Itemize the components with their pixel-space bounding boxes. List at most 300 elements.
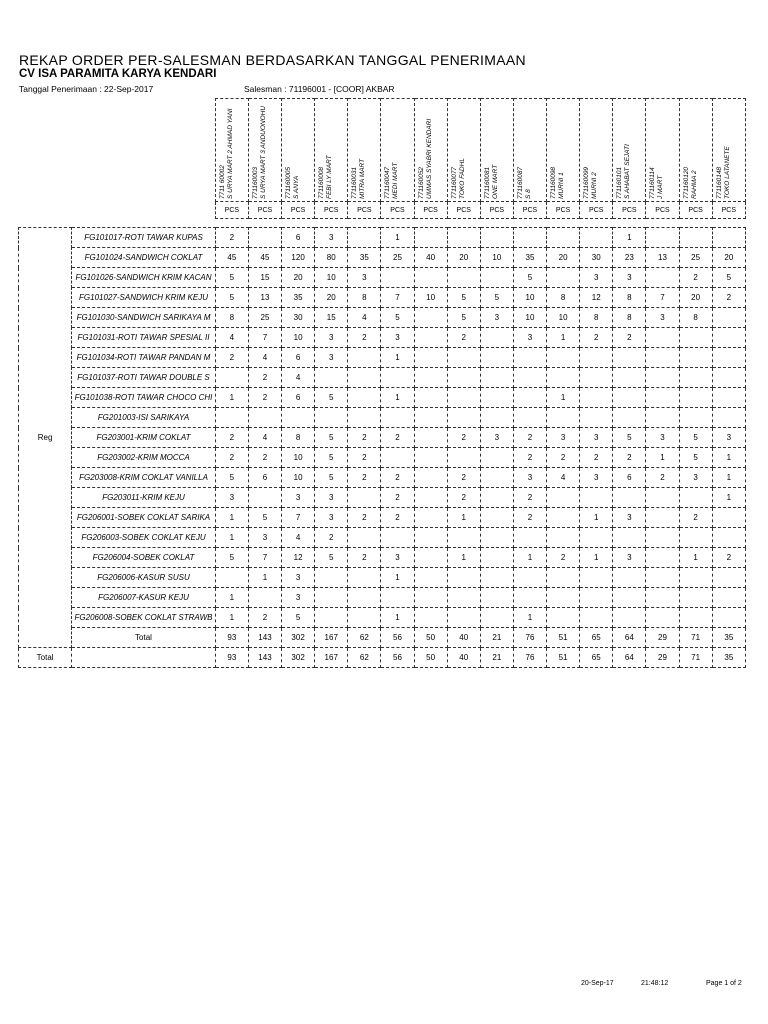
qty-cell: 5 xyxy=(712,268,745,288)
table-row xyxy=(19,468,746,488)
qty-cell xyxy=(580,528,613,548)
grand-total-cell: 71 xyxy=(679,648,712,668)
qty-cell xyxy=(513,388,546,408)
qty-cell xyxy=(712,228,745,248)
qty-cell xyxy=(348,228,381,248)
qty-cell: 3 xyxy=(646,428,679,448)
unit-spacer xyxy=(72,202,216,219)
customer-header-row xyxy=(19,99,746,202)
qty-cell: 35 xyxy=(282,288,315,308)
qty-cell xyxy=(513,568,546,588)
qty-cell xyxy=(679,488,712,508)
qty-cell: 2 xyxy=(513,488,546,508)
qty-cell: 1 xyxy=(215,528,248,548)
grand-total-cell: 64 xyxy=(613,648,646,668)
qty-cell xyxy=(480,408,513,428)
table-row xyxy=(19,268,746,288)
grand-total-cell: 93 xyxy=(215,648,248,668)
qty-cell xyxy=(348,388,381,408)
grand-total-row xyxy=(19,648,746,668)
group-total-cell: 64 xyxy=(613,628,646,648)
customer-header xyxy=(381,99,414,202)
qty-cell xyxy=(414,388,447,408)
unit-cell: PCS xyxy=(414,202,447,219)
qty-cell: 5 xyxy=(679,448,712,468)
qty-cell xyxy=(547,408,580,428)
unit-cell: PCS xyxy=(513,202,546,219)
item-name: FG101030-SANDWICH SARIKAYA M xyxy=(72,308,216,328)
unit-cell: PCS xyxy=(712,202,745,219)
qty-cell: 7 xyxy=(381,288,414,308)
qty-cell xyxy=(613,408,646,428)
gap-cell xyxy=(712,219,745,228)
qty-cell: 2 xyxy=(248,448,281,468)
grand-total-cell: 51 xyxy=(547,648,580,668)
qty-cell: 2 xyxy=(679,508,712,528)
unit-spacer xyxy=(19,202,72,219)
gap-cell xyxy=(315,219,348,228)
qty-cell: 1 xyxy=(513,608,546,628)
customer-header xyxy=(348,99,381,202)
grand-total-cell: 65 xyxy=(580,648,613,668)
customer-label: 771160003 S URYA MART 3 ANDUONOHU xyxy=(251,105,267,199)
qty-cell: 2 xyxy=(248,368,281,388)
qty-cell: 30 xyxy=(580,248,613,268)
qty-cell xyxy=(547,348,580,368)
gap-cell xyxy=(72,219,216,228)
qty-cell xyxy=(480,568,513,588)
qty-cell xyxy=(646,588,679,608)
qty-cell xyxy=(679,408,712,428)
unit-cell: PCS xyxy=(248,202,281,219)
qty-cell xyxy=(248,408,281,428)
qty-cell xyxy=(315,368,348,388)
qty-cell: 5 xyxy=(315,548,348,568)
table-row xyxy=(19,508,746,528)
qty-cell xyxy=(613,388,646,408)
qty-cell: 10 xyxy=(414,288,447,308)
group-total-label: Total xyxy=(72,628,216,648)
table-row xyxy=(19,348,746,368)
gap-cell xyxy=(381,219,414,228)
qty-cell: 5 xyxy=(315,448,348,468)
qty-cell xyxy=(513,408,546,428)
qty-cell: 2 xyxy=(381,468,414,488)
group-label: Reg xyxy=(19,228,72,648)
qty-cell: 15 xyxy=(315,308,348,328)
qty-cell: 35 xyxy=(513,248,546,268)
unit-row xyxy=(19,202,746,219)
qty-cell xyxy=(447,588,480,608)
qty-cell xyxy=(414,528,447,548)
customer-label: 771160081 ONE MART xyxy=(483,164,499,199)
qty-cell xyxy=(480,588,513,608)
unit-cell: PCS xyxy=(547,202,580,219)
qty-cell xyxy=(480,468,513,488)
qty-cell: 3 xyxy=(613,508,646,528)
order-recap-table xyxy=(18,98,746,668)
unit-cell: PCS xyxy=(679,202,712,219)
qty-cell: 80 xyxy=(315,248,348,268)
item-name: FG206003-SOBEK COKLAT KEJU xyxy=(72,528,216,548)
customer-label: 771160087 S 8 xyxy=(516,166,532,199)
qty-cell: 3 xyxy=(480,428,513,448)
qty-cell xyxy=(679,388,712,408)
qty-cell: 10 xyxy=(282,328,315,348)
qty-cell: 8 xyxy=(679,308,712,328)
qty-cell xyxy=(712,368,745,388)
qty-cell: 2 xyxy=(348,328,381,348)
unit-cell: PCS xyxy=(215,202,248,219)
customer-header xyxy=(315,99,348,202)
qty-cell: 2 xyxy=(215,448,248,468)
header-spacer xyxy=(19,99,72,202)
qty-cell xyxy=(679,568,712,588)
qty-cell: 2 xyxy=(215,428,248,448)
qty-cell: 4 xyxy=(348,308,381,328)
qty-cell: 1 xyxy=(381,608,414,628)
qty-cell: 5 xyxy=(381,308,414,328)
qty-cell xyxy=(679,528,712,548)
qty-cell: 3 xyxy=(282,488,315,508)
qty-cell xyxy=(348,348,381,368)
gap-cell xyxy=(248,219,281,228)
qty-cell: 3 xyxy=(215,488,248,508)
qty-cell xyxy=(646,328,679,348)
qty-cell xyxy=(513,228,546,248)
qty-cell xyxy=(447,408,480,428)
qty-cell: 13 xyxy=(248,288,281,308)
qty-cell: 1 xyxy=(513,548,546,568)
qty-cell xyxy=(348,528,381,548)
qty-cell xyxy=(712,508,745,528)
qty-cell: 1 xyxy=(381,388,414,408)
qty-cell: 1 xyxy=(712,488,745,508)
qty-cell: 8 xyxy=(215,308,248,328)
qty-cell xyxy=(580,488,613,508)
qty-cell xyxy=(646,608,679,628)
qty-cell: 5 xyxy=(215,548,248,568)
item-name: FG203011-KRIM KEJU xyxy=(72,488,216,508)
qty-cell xyxy=(480,508,513,528)
qty-cell: 3 xyxy=(315,348,348,368)
qty-cell xyxy=(447,528,480,548)
grand-total-cell: 40 xyxy=(447,648,480,668)
qty-cell xyxy=(679,608,712,628)
qty-cell xyxy=(547,608,580,628)
qty-cell: 2 xyxy=(447,468,480,488)
qty-cell xyxy=(215,368,248,388)
customer-header xyxy=(679,99,712,202)
qty-cell xyxy=(315,608,348,628)
group-total-cell: 40 xyxy=(447,628,480,648)
gap-cell xyxy=(447,219,480,228)
grand-total-cell: 167 xyxy=(315,648,348,668)
qty-cell xyxy=(248,488,281,508)
group-total-cell: 143 xyxy=(248,628,281,648)
qty-cell xyxy=(348,488,381,508)
qty-cell xyxy=(315,408,348,428)
qty-cell: 1 xyxy=(447,508,480,528)
qty-cell xyxy=(580,348,613,368)
qty-cell xyxy=(447,448,480,468)
qty-cell xyxy=(580,388,613,408)
qty-cell xyxy=(480,488,513,508)
qty-cell xyxy=(480,328,513,348)
qty-cell xyxy=(447,268,480,288)
customer-header xyxy=(447,99,480,202)
qty-cell xyxy=(580,368,613,388)
qty-cell xyxy=(381,368,414,388)
qty-cell xyxy=(414,408,447,428)
report-title: REKAP ORDER PER-SALESMAN BERDASARKAN TANGGAL PENERIMAAN xyxy=(19,52,526,68)
qty-cell: 3 xyxy=(315,508,348,528)
qty-cell: 7 xyxy=(248,328,281,348)
qty-cell xyxy=(646,408,679,428)
qty-cell xyxy=(646,268,679,288)
customer-label: 771160077 TOKO FADHL xyxy=(450,158,466,199)
qty-cell xyxy=(381,528,414,548)
qty-cell: 2 xyxy=(348,448,381,468)
qty-cell xyxy=(414,468,447,488)
qty-cell: 8 xyxy=(613,288,646,308)
item-name: FG101026-SANDWICH KRIM KACAN xyxy=(72,268,216,288)
qty-cell xyxy=(679,228,712,248)
group-total-cell: 93 xyxy=(215,628,248,648)
qty-cell xyxy=(480,608,513,628)
group-total-cell: 167 xyxy=(315,628,348,648)
qty-cell xyxy=(547,368,580,388)
customer-header xyxy=(282,99,315,202)
qty-cell: 3 xyxy=(282,568,315,588)
qty-cell xyxy=(646,368,679,388)
qty-cell xyxy=(712,528,745,548)
qty-cell xyxy=(381,448,414,468)
gap-cell xyxy=(513,219,546,228)
unit-cell: PCS xyxy=(447,202,480,219)
item-name: FG101024-SANDWICH COKLAT xyxy=(72,248,216,268)
customer-label: 771160114 J MART xyxy=(649,167,664,199)
qty-cell: 1 xyxy=(381,228,414,248)
qty-cell: 1 xyxy=(381,568,414,588)
qty-cell: 2 xyxy=(513,428,546,448)
qty-cell: 2 xyxy=(248,608,281,628)
qty-cell xyxy=(580,588,613,608)
qty-cell xyxy=(414,348,447,368)
table-row xyxy=(19,308,746,328)
qty-cell xyxy=(248,228,281,248)
qty-cell: 3 xyxy=(679,468,712,488)
qty-cell: 2 xyxy=(580,448,613,468)
unit-cell: PCS xyxy=(381,202,414,219)
qty-cell: 3 xyxy=(248,528,281,548)
qty-cell: 2 xyxy=(447,328,480,348)
qty-cell: 8 xyxy=(613,308,646,328)
gap-cell xyxy=(215,219,248,228)
qty-cell: 3 xyxy=(580,428,613,448)
qty-cell xyxy=(547,528,580,548)
customer-header xyxy=(646,99,679,202)
item-name: FG101017-ROTI TAWAR KUPAS xyxy=(72,228,216,248)
qty-cell: 3 xyxy=(580,268,613,288)
qty-cell xyxy=(414,508,447,528)
qty-cell: 20 xyxy=(547,248,580,268)
qty-cell xyxy=(646,528,679,548)
group-total-cell: 76 xyxy=(513,628,546,648)
qty-cell xyxy=(381,408,414,428)
customer-header xyxy=(248,99,281,202)
qty-cell xyxy=(447,388,480,408)
qty-cell: 1 xyxy=(215,608,248,628)
item-name: FG101034-ROTI TAWAR PANDAN M xyxy=(72,348,216,368)
qty-cell: 2 xyxy=(215,348,248,368)
qty-cell xyxy=(447,608,480,628)
gap-row xyxy=(19,219,746,228)
qty-cell xyxy=(513,528,546,548)
customer-header xyxy=(580,99,613,202)
qty-cell: 3 xyxy=(282,588,315,608)
item-name: FG101037-ROTI TAWAR DOUBLE S xyxy=(72,368,216,388)
qty-cell xyxy=(547,588,580,608)
qty-cell: 3 xyxy=(513,468,546,488)
qty-cell: 6 xyxy=(248,468,281,488)
qty-cell: 3 xyxy=(513,328,546,348)
group-total-row xyxy=(19,628,746,648)
qty-cell xyxy=(513,368,546,388)
qty-cell xyxy=(613,608,646,628)
qty-cell xyxy=(613,568,646,588)
qty-cell xyxy=(547,228,580,248)
receipt-date: Tanggal Penerimaan : 22-Sep-2017 xyxy=(19,84,154,94)
qty-cell: 1 xyxy=(381,348,414,368)
unit-cell: PCS xyxy=(613,202,646,219)
qty-cell xyxy=(547,568,580,588)
qty-cell: 5 xyxy=(282,608,315,628)
customer-header xyxy=(215,99,248,202)
group-total-cell: 71 xyxy=(679,628,712,648)
qty-cell xyxy=(712,408,745,428)
qty-cell xyxy=(712,388,745,408)
qty-cell xyxy=(613,368,646,388)
qty-cell: 2 xyxy=(712,288,745,308)
qty-cell xyxy=(613,348,646,368)
qty-cell: 1 xyxy=(712,448,745,468)
qty-cell: 2 xyxy=(712,548,745,568)
qty-cell xyxy=(282,408,315,428)
qty-cell: 2 xyxy=(613,448,646,468)
grand-total-cell: 62 xyxy=(348,648,381,668)
customer-label: 771160148 TOKO LATANETE xyxy=(715,146,731,199)
grand-total-label: Total xyxy=(19,648,72,668)
table-row xyxy=(19,228,746,248)
qty-cell xyxy=(414,428,447,448)
customer-label: 771160099 MURNI 2 xyxy=(583,166,598,199)
qty-cell: 5 xyxy=(215,268,248,288)
qty-cell: 8 xyxy=(348,288,381,308)
item-name: FG101038-ROTI TAWAR CHOCO CHI xyxy=(72,388,216,408)
qty-cell: 10 xyxy=(282,468,315,488)
qty-cell: 3 xyxy=(480,308,513,328)
qty-cell xyxy=(580,568,613,588)
item-name: FG203001-KRIM COKLAT xyxy=(72,428,216,448)
qty-cell: 2 xyxy=(646,468,679,488)
qty-cell: 2 xyxy=(513,448,546,468)
qty-cell xyxy=(414,608,447,628)
unit-cell: PCS xyxy=(282,202,315,219)
qty-cell xyxy=(580,228,613,248)
qty-cell xyxy=(580,608,613,628)
qty-cell xyxy=(712,568,745,588)
qty-cell xyxy=(480,368,513,388)
table-row xyxy=(19,588,746,608)
qty-cell xyxy=(414,268,447,288)
customer-label: 771160031 MITRA MART xyxy=(351,158,366,199)
qty-cell: 1 xyxy=(646,448,679,468)
qty-cell: 10 xyxy=(513,288,546,308)
table-row xyxy=(19,568,746,588)
qty-cell xyxy=(646,388,679,408)
qty-cell: 7 xyxy=(646,288,679,308)
qty-cell: 4 xyxy=(282,368,315,388)
qty-cell: 3 xyxy=(613,548,646,568)
qty-cell xyxy=(414,328,447,348)
qty-cell: 1 xyxy=(215,508,248,528)
company-name: CV ISA PARAMITA KARYA KENDARI xyxy=(19,68,217,80)
customer-label: 771160098 MURNI 1 xyxy=(550,166,565,199)
customer-header xyxy=(480,99,513,202)
qty-cell xyxy=(215,568,248,588)
qty-cell xyxy=(480,388,513,408)
qty-cell: 2 xyxy=(248,388,281,408)
qty-cell: 4 xyxy=(248,428,281,448)
qty-cell: 2 xyxy=(315,528,348,548)
grand-total-cell: 50 xyxy=(414,648,447,668)
qty-cell: 1 xyxy=(547,388,580,408)
qty-cell xyxy=(646,348,679,368)
qty-cell: 1 xyxy=(712,468,745,488)
qty-cell xyxy=(712,348,745,368)
qty-cell: 2 xyxy=(447,428,480,448)
table-row xyxy=(19,608,746,628)
gap-cell xyxy=(348,219,381,228)
qty-cell: 2 xyxy=(679,268,712,288)
customer-label: 771160047 MEDI MART xyxy=(384,162,399,199)
qty-cell: 1 xyxy=(613,228,646,248)
qty-cell: 25 xyxy=(248,308,281,328)
qty-cell: 5 xyxy=(248,508,281,528)
qty-cell: 5 xyxy=(215,288,248,308)
item-name: FG206006-KASUR SUSU xyxy=(72,568,216,588)
table-row xyxy=(19,368,746,388)
qty-cell xyxy=(613,588,646,608)
qty-cell xyxy=(712,328,745,348)
qty-cell: 12 xyxy=(580,288,613,308)
qty-cell xyxy=(315,568,348,588)
qty-cell: 25 xyxy=(679,248,712,268)
qty-cell: 1 xyxy=(580,508,613,528)
qty-cell: 2 xyxy=(547,548,580,568)
qty-cell xyxy=(646,548,679,568)
qty-cell: 1 xyxy=(580,548,613,568)
item-name: FG101031-ROTI TAWAR SPESIAL II xyxy=(72,328,216,348)
qty-cell: 10 xyxy=(315,268,348,288)
customer-label: 771160101 S AHABAT SEJATI xyxy=(616,144,631,199)
qty-cell: 25 xyxy=(381,248,414,268)
grand-total-cell: 29 xyxy=(646,648,679,668)
qty-cell xyxy=(480,448,513,468)
qty-cell: 10 xyxy=(480,248,513,268)
qty-cell: 2 xyxy=(215,228,248,248)
